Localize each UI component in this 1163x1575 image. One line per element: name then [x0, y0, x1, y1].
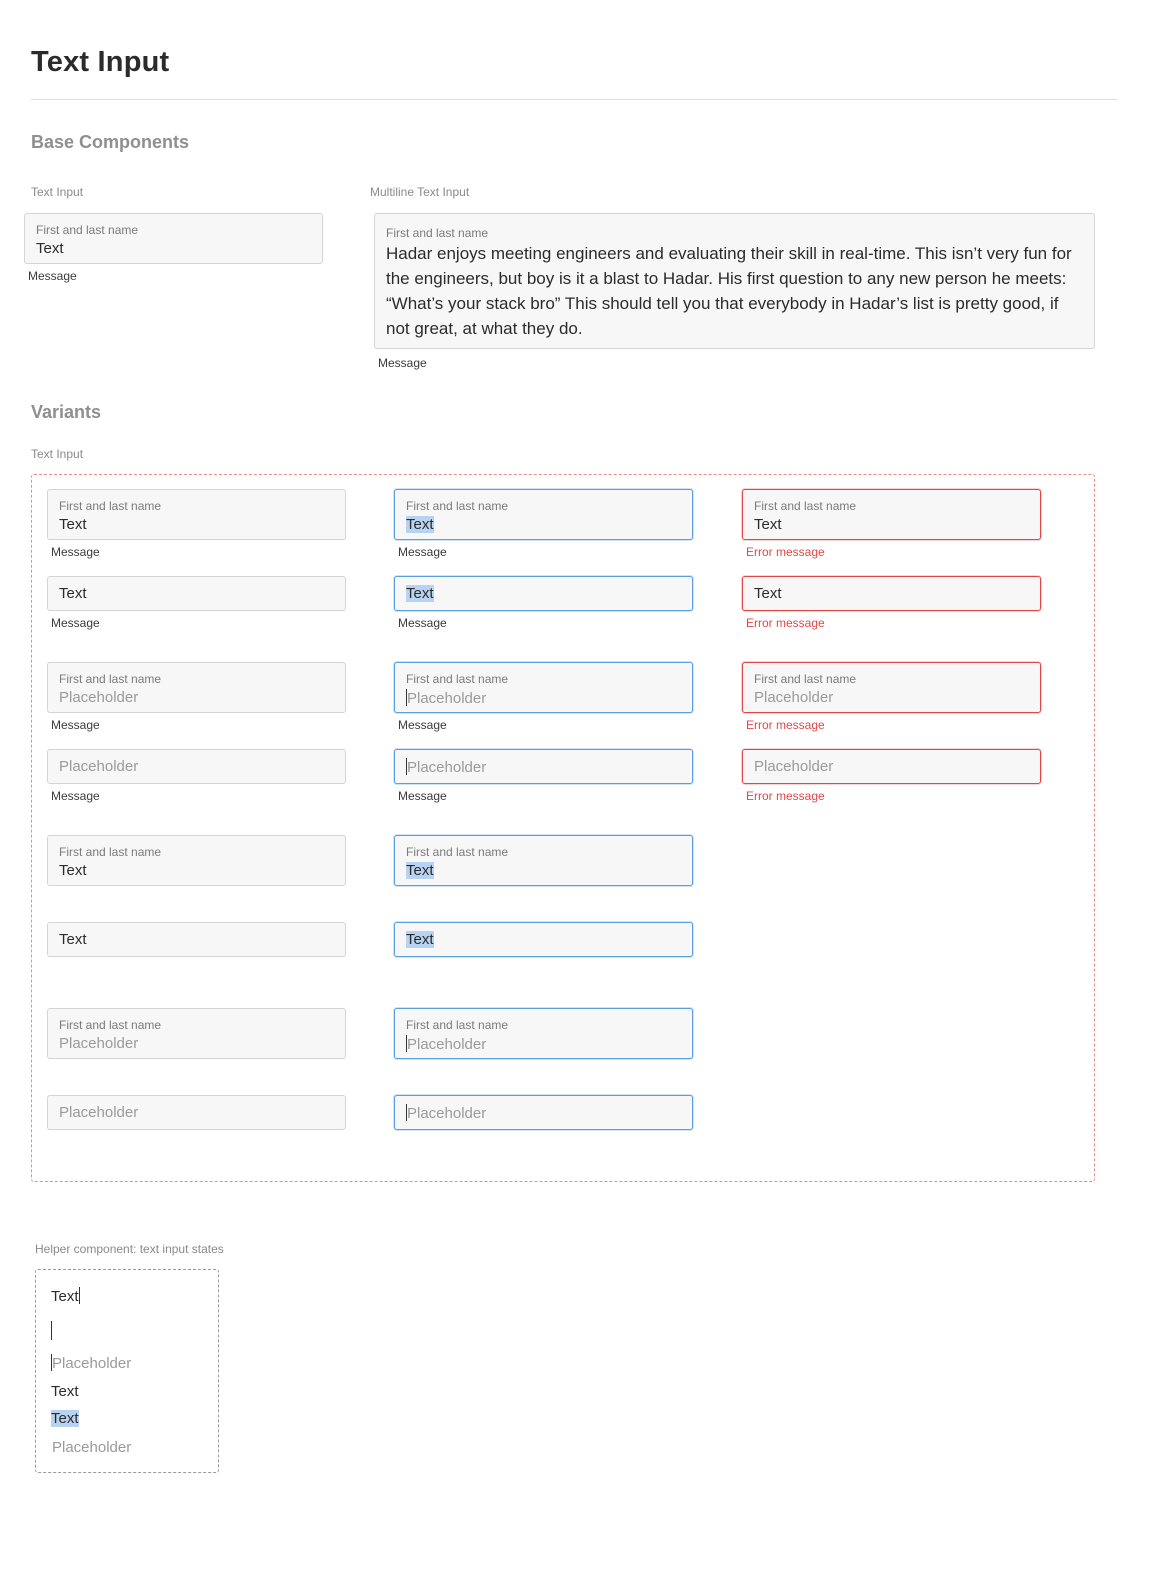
field-label: First and last name: [406, 1018, 509, 1032]
text-input-focused[interactable]: [394, 489, 693, 540]
field-label: First and last name: [36, 223, 139, 237]
error-message: Error message: [746, 616, 825, 630]
field-placeholder: Placeholder: [59, 1035, 139, 1052]
text-input-focused-nolabel-no-message[interactable]: [394, 922, 693, 957]
text-input-focused-no-message[interactable]: [394, 835, 693, 886]
field-label: First and last name: [406, 845, 509, 859]
field-placeholder: Placeholder: [754, 689, 834, 706]
field-label: First and last name: [59, 499, 162, 513]
selected-text: Text: [406, 516, 434, 533]
field-placeholder: Placeholder: [407, 1105, 487, 1122]
field-placeholder: Placeholder: [59, 689, 139, 706]
field-value: Text: [36, 240, 64, 257]
helper-frame: [35, 1269, 219, 1473]
text-input-placeholder-error-nolabel[interactable]: [742, 749, 1041, 784]
helper-text-typing: Text: [51, 1288, 79, 1305]
page-title: Text Input: [31, 46, 170, 78]
field-label: First and last name: [754, 499, 857, 513]
helper-placeholder-focused: Placeholder: [52, 1355, 132, 1372]
text-caret: [79, 1287, 80, 1304]
field-message: Message: [51, 616, 100, 630]
text-input-placeholder-no-message[interactable]: [47, 1008, 346, 1059]
text-input-placeholder-nolabel[interactable]: [47, 749, 346, 784]
field-placeholder: Placeholder: [754, 758, 834, 775]
helper-placeholder: Placeholder: [52, 1439, 132, 1456]
field-placeholder: Placeholder: [59, 758, 139, 775]
field-placeholder: Placeholder: [407, 690, 487, 707]
helper-text-selected: Text: [51, 1410, 79, 1427]
multiline-value: Hadar enjoys meeting engineers and evaluating their skill in real-time. This isn’t very fun for the engineers, but boy is it a blast to Hadar. His first question to any new person he meets: “What’s your stack bro” This should tell you that everybody in Hadar’s list is pretty good, if not great, at what they do.: [386, 244, 1072, 338]
field-label: First and last name: [59, 672, 162, 686]
field-value: Text: [754, 516, 782, 533]
field-value: Text: [59, 862, 87, 879]
selected-text: Text: [406, 862, 434, 879]
text-input-placeholder-focused-nolabel[interactable]: [394, 749, 693, 784]
caption-text-input: Text Input: [31, 185, 84, 199]
field-placeholder: Placeholder: [59, 1104, 139, 1121]
selected-text: Text: [406, 931, 434, 948]
text-input-default-nolabel[interactable]: [47, 576, 346, 611]
title-divider: [31, 99, 1117, 100]
field-message: Message: [398, 789, 447, 803]
field-message: Message: [51, 789, 100, 803]
multiline-text-input[interactable]: [374, 213, 1095, 349]
text-input-focused-nolabel[interactable]: [394, 576, 693, 611]
text-input-default[interactable]: [47, 489, 346, 540]
text-input-base[interactable]: [24, 213, 323, 264]
text-input-placeholder-nolabel-no-message[interactable]: [47, 1095, 346, 1130]
field-message: Message: [51, 545, 100, 559]
field-value: Text: [754, 585, 782, 602]
field-label: First and last name: [406, 672, 509, 686]
text-input-error-nolabel[interactable]: [742, 576, 1041, 611]
field-value: Text: [59, 931, 87, 948]
text-input-no-message[interactable]: [47, 835, 346, 886]
section-title-variants: Variants: [31, 402, 102, 422]
text-input-placeholder-focused-no-message[interactable]: [394, 1008, 693, 1059]
text-input-placeholder-focused[interactable]: [394, 662, 693, 713]
text-input-placeholder-focused-nolabel-no-message[interactable]: [394, 1095, 693, 1130]
field-value: Text: [59, 585, 87, 602]
field-label: First and last name: [59, 845, 162, 859]
field-placeholder: Placeholder: [407, 759, 487, 776]
field-label: First and last name: [386, 226, 489, 240]
text-input-nolabel-no-message[interactable]: [47, 922, 346, 957]
field-message: Message: [28, 269, 77, 283]
field-placeholder: Placeholder: [407, 1036, 487, 1053]
text-input-placeholder[interactable]: [47, 662, 346, 713]
field-message: Message: [398, 616, 447, 630]
section-title-base: Base Components: [31, 132, 190, 152]
caption-variants-text-input: Text Input: [31, 447, 84, 461]
field-label: First and last name: [59, 1018, 162, 1032]
caption-helper: Helper component: text input states: [35, 1242, 224, 1256]
field-value: Text: [59, 516, 87, 533]
text-input-placeholder-error[interactable]: [742, 662, 1041, 713]
field-message: Message: [398, 718, 447, 732]
error-message: Error message: [746, 718, 825, 732]
error-message: Error message: [746, 789, 825, 803]
text-input-error[interactable]: [742, 489, 1041, 540]
caption-multiline: Multiline Text Input: [370, 185, 470, 199]
field-label: First and last name: [406, 499, 509, 513]
field-label: First and last name: [754, 672, 857, 686]
helper-text: Text: [51, 1383, 79, 1400]
field-message: Message: [378, 356, 427, 370]
text-caret: [51, 1321, 52, 1340]
selected-text: Text: [406, 585, 434, 602]
error-message: Error message: [746, 545, 825, 559]
field-message: Message: [398, 545, 447, 559]
field-message: Message: [51, 718, 100, 732]
